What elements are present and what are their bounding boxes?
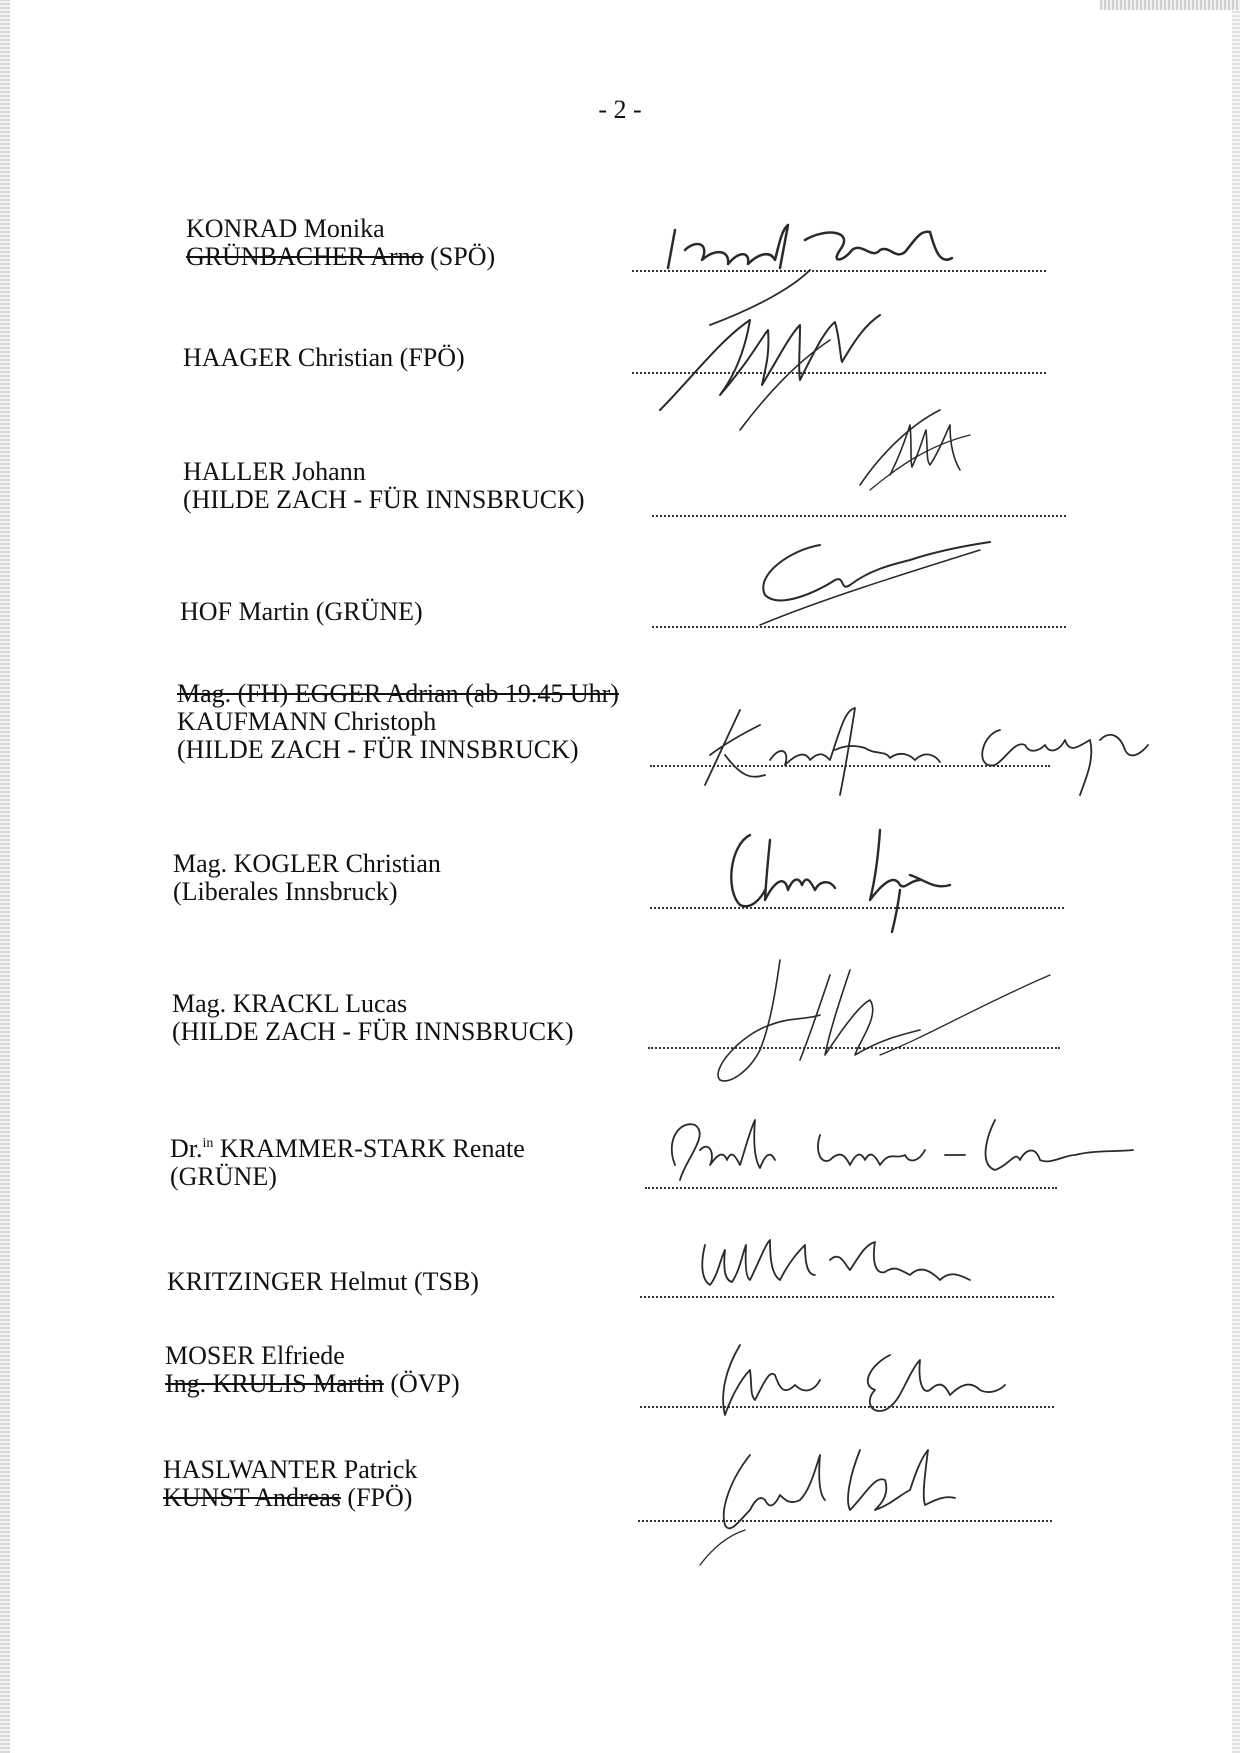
- entry-haager: [183, 344, 465, 372]
- entry-hof: [180, 598, 423, 626]
- signature-hof: [740, 530, 1000, 630]
- signature-line: [652, 515, 1066, 517]
- entry-krackl: [172, 990, 574, 1046]
- entry-party-line: (Liberales Innsbruck): [173, 877, 398, 906]
- entry-name: KRITZINGER Helmut (TSB): [167, 1267, 479, 1296]
- entry-party-line: [186, 243, 495, 271]
- signature-krackl: [680, 955, 1060, 1090]
- title-prefix: Dr.: [170, 1134, 203, 1163]
- signature-krammer-stark: [655, 1110, 1135, 1195]
- entry-haslwanter: [163, 1456, 417, 1512]
- entry-party-line: (HILDE ZACH - FÜR INNSBRUCK): [183, 485, 585, 514]
- entry-party-line: [165, 1370, 460, 1398]
- entry-name: HOF Martin (GRÜNE): [180, 597, 423, 626]
- entry-name: KAUFMANN Christoph: [177, 707, 437, 736]
- entry-name: HALLER Johann: [183, 457, 366, 486]
- party: (FPÖ): [340, 1483, 413, 1512]
- signature-kaufmann: [670, 700, 1150, 805]
- entry-party-line: (HILDE ZACH - FÜR INNSBRUCK): [177, 735, 579, 764]
- signature-haller: [850, 405, 990, 500]
- scan-edge-right: [1232, 0, 1240, 1753]
- entry-name: KONRAD Monika: [186, 214, 385, 243]
- entry-moser: [165, 1342, 460, 1398]
- signature-kogler: [720, 820, 980, 935]
- signature-moser: [700, 1340, 1010, 1425]
- page-number: - 2 -: [598, 95, 642, 124]
- entry-name: [170, 1130, 525, 1163]
- entry-kogler: [173, 850, 441, 906]
- entry-haller: [183, 458, 585, 514]
- entry-name-rest: KRAMMER-STARK Renate: [213, 1134, 525, 1163]
- entry-party-line: (GRÜNE): [170, 1162, 277, 1191]
- entry-kaufmann: [177, 680, 619, 764]
- struck-name: KUNST Andreas: [163, 1483, 341, 1512]
- party: (SPÖ): [423, 242, 496, 271]
- party: (ÖVP): [383, 1369, 460, 1398]
- struck-name: GRÜNBACHER Arno: [186, 242, 424, 271]
- signature-haslwanter: [660, 1440, 980, 1570]
- entry-krammer-stark: [170, 1130, 525, 1191]
- struck-name: Ing. KRULIS Martin: [165, 1369, 384, 1398]
- entry-name: HASLWANTER Patrick: [163, 1455, 418, 1484]
- signature-kritzinger: [690, 1230, 980, 1305]
- entry-party-line: [163, 1484, 417, 1512]
- entry-name: MOSER Elfriede: [165, 1341, 345, 1370]
- scan-edge-left: [0, 0, 10, 1753]
- entry-name: Mag. KRACKL Lucas: [172, 989, 408, 1018]
- entry-kritzinger: [167, 1268, 479, 1296]
- entry-konrad: [186, 215, 495, 271]
- entry-party-line: (HILDE ZACH - FÜR INNSBRUCK): [172, 1017, 574, 1046]
- struck-name: Mag. (FH) EGGER Adrian (ab 19.45 Uhr): [177, 679, 619, 708]
- title-superscript: in: [202, 1136, 214, 1151]
- scan-edge-top: [1100, 0, 1240, 10]
- entry-name: Mag. KOGLER Christian: [173, 849, 441, 878]
- entry-name: HAAGER Christian (FPÖ): [183, 343, 465, 372]
